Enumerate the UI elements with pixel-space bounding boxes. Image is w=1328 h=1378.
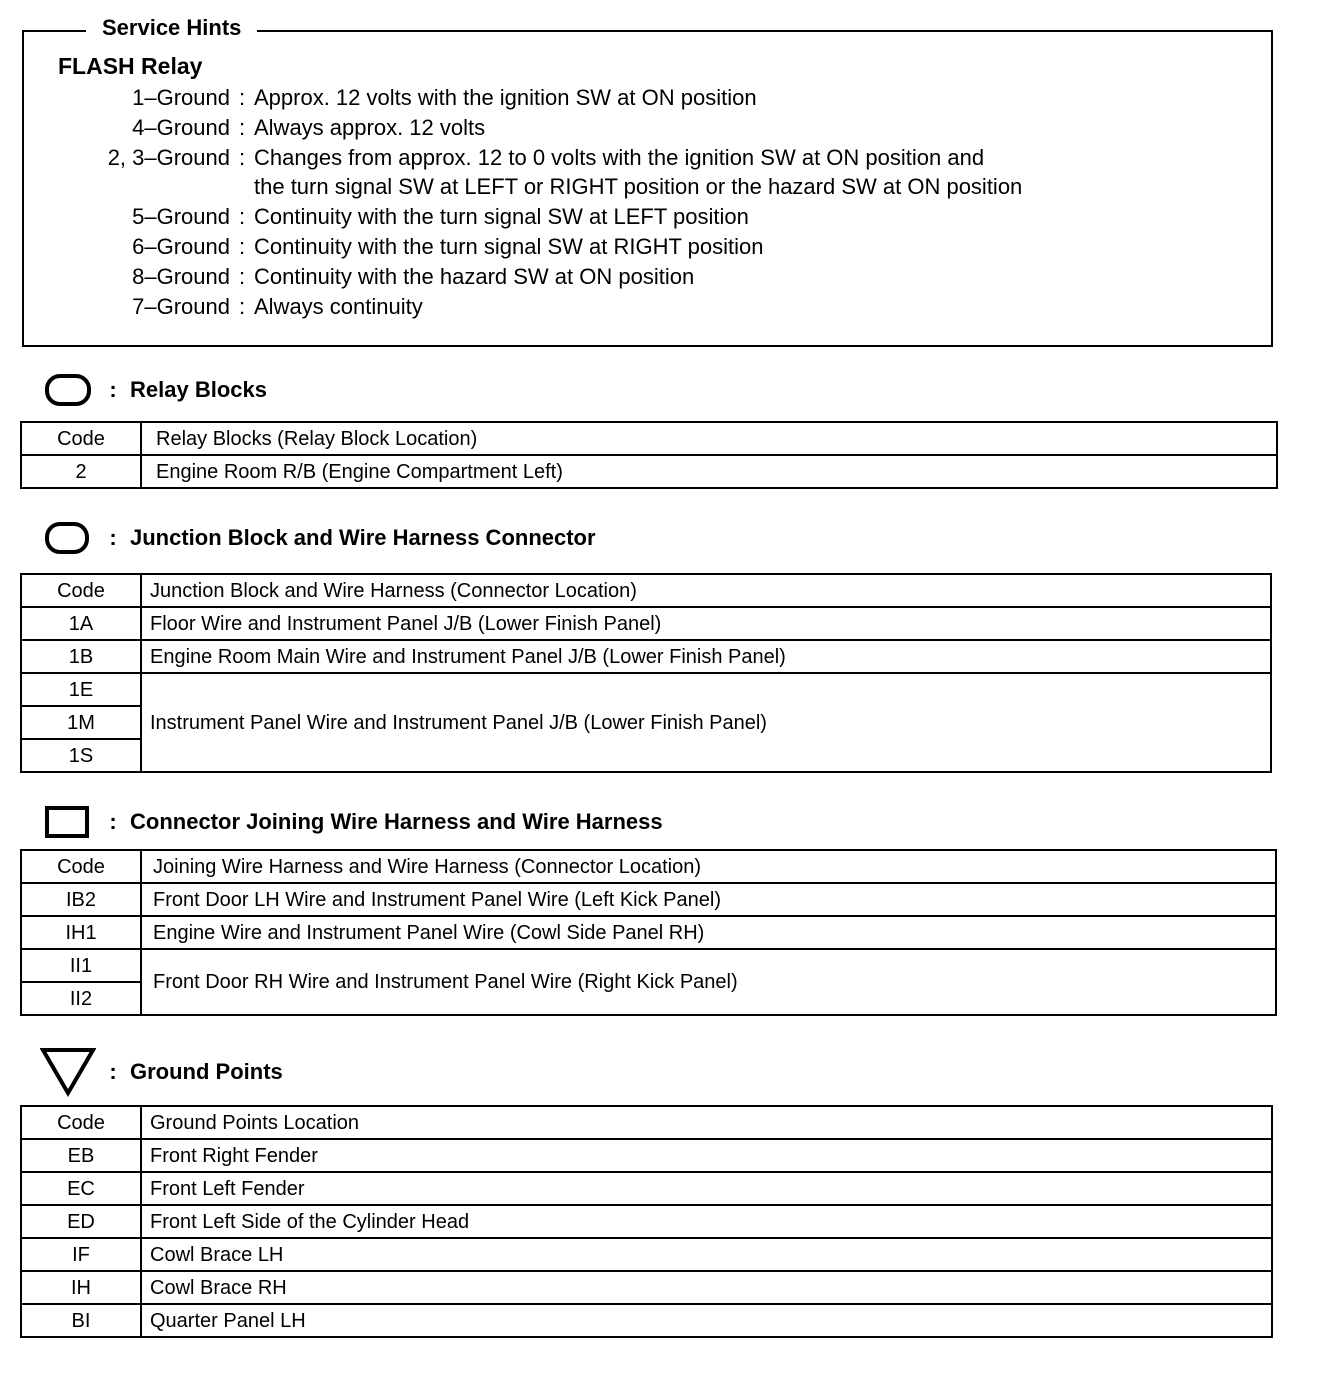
row-description: Engine Room R/B (Engine Compartment Left) (141, 455, 1277, 488)
table-row (21, 1205, 1272, 1238)
hint-row (40, 144, 984, 172)
row-description: Cowl Brace LH (141, 1238, 1272, 1271)
hint-row-continuation (40, 173, 1022, 201)
connector-joining-heading (40, 802, 663, 842)
hint-separator: : (238, 294, 246, 319)
table-row (21, 883, 1276, 916)
row-code: IH (21, 1271, 141, 1304)
relay-blocks-title: Relay Blocks (130, 377, 267, 402)
hint-row (40, 114, 485, 142)
table-header-row (21, 850, 1276, 883)
table-row (21, 916, 1276, 949)
hint-term: 1–Ground (132, 85, 230, 110)
row-description: Front Door RH Wire and Instrument Panel Wire (Right Kick Panel) (141, 949, 1276, 1015)
row-code: BI (21, 1304, 141, 1337)
junction-block-title: Junction Block and Wire Harness Connector (130, 525, 596, 550)
table-header-row (21, 574, 1271, 607)
hint-description: Continuity with the turn signal SW at LEFT position (254, 204, 749, 229)
hint-row (40, 84, 757, 112)
hint-description: Approx. 12 volts with the ignition SW at ON position (254, 85, 757, 110)
hint-description: the turn signal SW at LEFT or RIGHT position or the hazard SW at ON position (254, 174, 1023, 199)
hint-term: 2, 3–Ground (107, 145, 230, 170)
row-description: Engine Wire and Instrument Panel Wire (Cowl Side Panel RH) (141, 916, 1276, 949)
rounded-rectangle-icon (40, 370, 96, 410)
ground-points-table (20, 1105, 1273, 1338)
heading-colon: : (109, 525, 117, 550)
hint-separator: : (238, 115, 246, 140)
row-code: 1M (21, 706, 141, 739)
hint-term: 4–Ground (132, 115, 230, 140)
row-code: II2 (21, 982, 141, 1015)
flash-relay-title: FLASH Relay (58, 53, 203, 79)
hint-description: Changes from approx. 12 to 0 volts with the ignition SW at ON position and (254, 145, 985, 170)
hint-description: Continuity with the turn signal SW at RIGHT position (254, 234, 764, 259)
table-row (21, 1172, 1272, 1205)
row-code: 1E (21, 673, 141, 706)
table-row (21, 673, 1271, 706)
row-code: 1S (21, 739, 141, 772)
header-location: Relay Blocks (Relay Block Location) (141, 422, 1277, 455)
row-code: IB2 (21, 883, 141, 916)
table-row (21, 949, 1276, 982)
row-description: Front Left Side of the Cylinder Head (141, 1205, 1272, 1238)
hint-separator: : (238, 204, 246, 229)
header-location: Joining Wire Harness and Wire Harness (Connector Location) (141, 850, 1276, 883)
row-code: ED (21, 1205, 141, 1238)
row-description: Quarter Panel LH (141, 1304, 1272, 1337)
junction-block-heading (40, 518, 596, 558)
row-code: IF (21, 1238, 141, 1271)
ground-points-title: Ground Points (130, 1059, 283, 1084)
table-row (21, 1304, 1272, 1337)
hint-separator: : (238, 85, 246, 110)
table-row (21, 1139, 1272, 1172)
heading-colon: : (109, 377, 117, 402)
relay-blocks-table (20, 421, 1278, 489)
header-code: Code (21, 850, 141, 883)
hint-separator: : (238, 145, 246, 170)
hint-description: Always continuity (254, 294, 423, 319)
hint-term: 6–Ground (132, 234, 230, 259)
row-description: Floor Wire and Instrument Panel J/B (Lower Finish Panel) (141, 607, 1271, 640)
row-code: EB (21, 1139, 141, 1172)
table-row (21, 1238, 1272, 1271)
table-row (21, 607, 1271, 640)
table-row (21, 1271, 1272, 1304)
table-header-row (21, 1106, 1272, 1139)
row-code: 1A (21, 607, 141, 640)
table-row (21, 640, 1271, 673)
row-description: Front Right Fender (141, 1139, 1272, 1172)
row-description: Front Left Fender (141, 1172, 1272, 1205)
hint-row (40, 293, 423, 321)
row-description: Front Door LH Wire and Instrument Panel Wire (Left Kick Panel) (141, 883, 1276, 916)
service-hints-legend: Service Hints (86, 15, 257, 41)
hint-row (40, 263, 694, 291)
relay-blocks-heading (40, 370, 267, 410)
hint-description: Continuity with the hazard SW at ON position (254, 264, 695, 289)
row-code: 2 (21, 455, 141, 488)
row-code: 1B (21, 640, 141, 673)
ground-points-heading (40, 1046, 283, 1098)
junction-block-table (20, 573, 1272, 773)
hint-term: 7–Ground (132, 294, 230, 319)
hint-term: 8–Ground (132, 264, 230, 289)
hint-row (40, 233, 763, 261)
hint-term: 5–Ground (132, 204, 230, 229)
row-code: IH1 (21, 916, 141, 949)
rounded-rectangle-icon (40, 518, 96, 558)
row-description: Cowl Brace RH (141, 1271, 1272, 1304)
row-code: II1 (21, 949, 141, 982)
table-row (21, 455, 1277, 488)
heading-colon: : (109, 809, 117, 834)
table-header-row (21, 422, 1277, 455)
down-triangle-icon (40, 1046, 96, 1098)
connector-joining-title: Connector Joining Wire Harness and Wire Harness (130, 809, 663, 834)
header-code: Code (21, 574, 141, 607)
hint-description: Always approx. 12 volts (254, 115, 486, 140)
row-description: Instrument Panel Wire and Instrument Panel J/B (Lower Finish Panel) (141, 673, 1271, 772)
heading-colon: : (109, 1059, 117, 1084)
hint-separator: : (238, 264, 246, 289)
square-icon (40, 802, 96, 842)
header-location: Junction Block and Wire Harness (Connector Location) (141, 574, 1271, 607)
header-code: Code (21, 422, 141, 455)
header-code: Code (21, 1106, 141, 1139)
connector-joining-table (20, 849, 1277, 1016)
hint-row (40, 203, 749, 231)
row-description: Engine Room Main Wire and Instrument Panel J/B (Lower Finish Panel) (141, 640, 1271, 673)
header-location: Ground Points Location (141, 1106, 1272, 1139)
row-code: EC (21, 1172, 141, 1205)
hint-separator: : (238, 234, 246, 259)
